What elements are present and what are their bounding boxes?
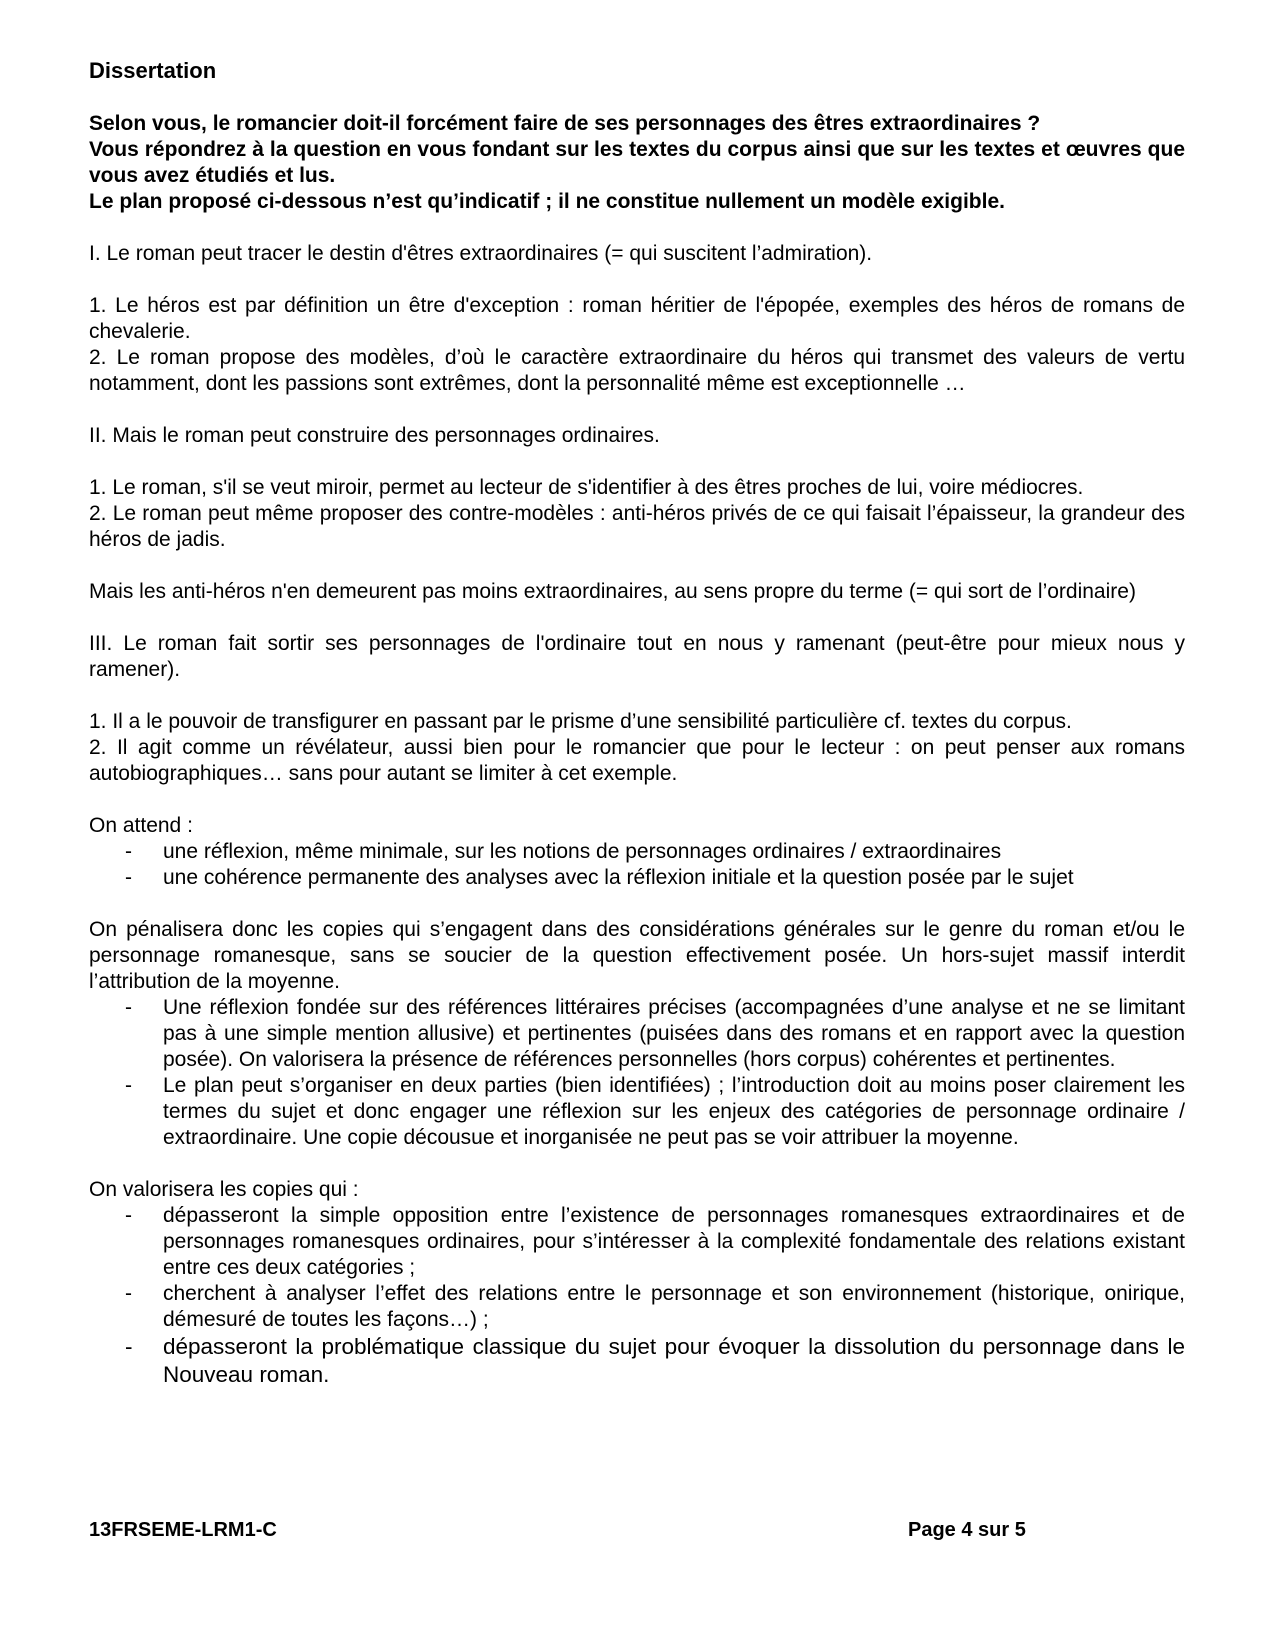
part-1-item-1: 1. Le héros est par définition un être d'exception : roman héritier de l'épopée, exemples des héros de romans de chevalerie. [89, 294, 1185, 343]
dissertation-prompt [89, 111, 1185, 215]
list-item: - Le plan peut s’organiser en deux parties (bien identifiées) ; l’introduction doit au moins poser clairement les termes du sujet et donc engager une réflexion sur les enjeux des catégories de personnage ordinaire / extraordinaire. Une copie décousue et inorganisée ne peut pas se voir attribuer la moyenne. [125, 1074, 1185, 1149]
prompt-instruction: Vous répondrez à la question en vous fondant sur les textes du corpus ainsi que sur les textes et œuvres que vous avez étudiés et lus. [89, 138, 1185, 187]
part-3-items [89, 709, 1185, 787]
list-item: - une cohérence permanente des analyses avec la réflexion initiale et la question posée par le sujet [125, 866, 1074, 889]
document-code: 13FRSEME-LRM1-C [89, 1519, 277, 1541]
dash-bullet: - [125, 840, 132, 863]
part-2-heading: II. Mais le roman peut construire des personnages ordinaires. [89, 424, 660, 447]
part-1-heading: I. Le roman peut tracer le destin d'êtres extraordinaires (= qui suscitent l’admiration). [89, 242, 873, 265]
penalties-list [89, 995, 1185, 1151]
part-3-item-2: 2. Il agit comme un révélateur, aussi bien pour le romancier que pour le lecteur : on peut penser aux romans autobiographiques… sans pour autant se limiter à cet exemple. [89, 736, 1185, 785]
dash-bullet: - [125, 866, 132, 889]
expectations-list [89, 839, 1185, 891]
list-item: - dépasseront la simple opposition entre l’existence de personnages romanesques extraordinaires et de personnages romanesques ordinaires, pour s’intéresser à la complexité fondamentale des relations existant entre ces deux catégories ; [125, 1204, 1185, 1279]
part-2-items [89, 475, 1185, 553]
page-number: Page 4 sur 5 [908, 1519, 1026, 1541]
valorization-list [89, 1203, 1185, 1389]
part-3-heading: III. Le roman fait sortir ses personnages de l'ordinaire tout en nous y ramenant (peut-être pour mieux nous y ramener). [89, 632, 1185, 681]
penalties-text: On pénalisera donc les copies qui s’engagent dans des considérations générales sur le genre du roman et/ou le personnage romanesque, sans se soucier de la question effectivement posée. Un hors-sujet massif interdit l’attribution de la moyenne. [89, 918, 1185, 993]
list-item: - Une réflexion fondée sur des références littéraires précises (accompagnées d’une analyse et ne se limitant pas à une simple mention allusive) et pertinentes (puisées dans des romans et en rapport avec la question posée). On valorisera la présence de références personnelles (hors corpus) cohérentes et pertinentes. [125, 996, 1185, 1071]
dash-bullet: - [125, 1074, 132, 1097]
list-item: - une réflexion, même minimale, sur les notions de personnages ordinaires / extraordinaires [125, 840, 1002, 863]
dash-bullet: - [125, 1334, 133, 1359]
list-item: - cherchent à analyser l’effet des relations entre le personnage et son environnement (historique, onirique, démesuré de toutes les façons…) ; [125, 1282, 1185, 1331]
part-3-item-1: 1. Il a le pouvoir de transfigurer en passant par le prisme d’une sensibilité particulière cf. textes du corpus. [89, 710, 1072, 733]
part-1-item-2: 2. Le roman propose des modèles, d’où le caractère extraordinaire du héros qui transmet des valeurs de vertu notamment, dont les passions sont extrêmes, dont la personnalité même est exceptionnelle … [89, 346, 1185, 395]
prompt-question: Selon vous, le romancier doit-il forcément faire de ses personnages des êtres extraordinaires ? [89, 112, 1041, 135]
expectations-intro: On attend : [89, 814, 193, 837]
document-page [89, 57, 1185, 1389]
section-title: Dissertation [89, 58, 217, 83]
penalties-section [89, 917, 1185, 1151]
expectations-section [89, 813, 1185, 891]
valorization-section [89, 1177, 1185, 1389]
prompt-plan-note: Le plan proposé ci-dessous n’est qu’indicatif ; il ne constitue nullement un modèle exigible. [89, 190, 1005, 213]
dash-bullet: - [125, 1282, 132, 1305]
dash-bullet: - [125, 1204, 132, 1227]
part-2-item-2: 2. Le roman peut même proposer des contre-modèles : anti-héros privés de ce qui faisait l’épaisseur, la grandeur des héros de jadis. [89, 502, 1185, 551]
part-1-items [89, 293, 1185, 397]
list-item: - dépasseront la problématique classique du sujet pour évoquer la dissolution du personnage dans le Nouveau roman. [125, 1334, 1185, 1387]
valorization-intro: On valorisera les copies qui : [89, 1178, 359, 1201]
dash-bullet: - [125, 996, 132, 1019]
part-2-item-1: 1. Le roman, s'il se veut miroir, permet au lecteur de s'identifier à des êtres proches de lui, voire médiocres. [89, 476, 1084, 499]
part-2-note: Mais les anti-héros n'en demeurent pas moins extraordinaires, au sens propre du terme (= qui sort de l’ordinaire) [89, 580, 1136, 603]
